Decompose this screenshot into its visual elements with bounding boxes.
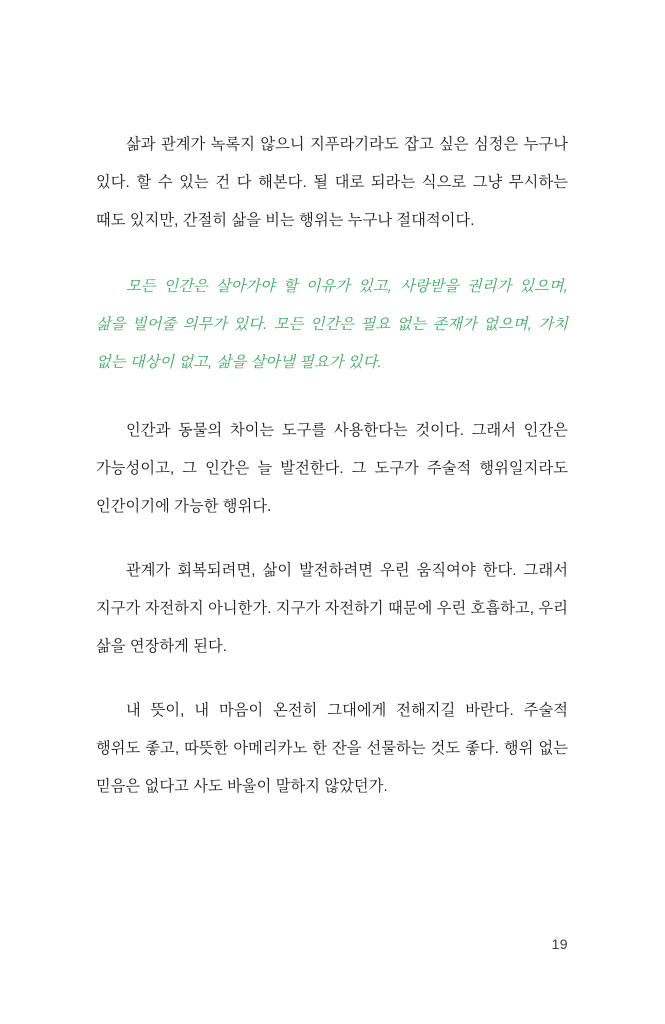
paragraph-4: 관계가 회복되려면, 삶이 발전하려면 우린 움직여야 한다. 그래서 지구가 자전하지 아니한가. 지구가 자전하기 때문에 우린 호흡하고, 우리 삶을 연장하게 된다.: [96, 562, 568, 655]
paragraph-5: 내 뜻이, 내 마음이 온전히 그대에게 전해지길 바란다. 주술적 행위도 좋고, 따뜻한 아메리카노 한 잔을 선물하는 것도 좋다. 행위 없는 믿음은 없다고 사도 바울이 말하지 않았던가.: [96, 702, 568, 795]
paragraph-1: 삶과 관계가 녹록지 않으니 지푸라기라도 잡고 싶은 심정은 누구나 있다. 할 수 있는 건 다 해본다. 될 대로 되라는 식으로 그냥 무시하는 때도 있지만, 간절히 삶을 비는 행위는 누구나 절대적이다.: [96, 136, 568, 229]
page-number: 19: [551, 936, 568, 952]
page-text-block: [96, 126, 568, 806]
paragraph-3: 인간과 동물의 차이는 도구를 사용한다는 것이다. 그래서 인간은 가능성이고, 그 인간은 늘 발전한다. 그 도구가 주술적 행위일지라도 인간이기에 가능한 행위다.: [96, 422, 568, 515]
paragraph-2-highlighted-quote: 모든 인간은 살아가야 할 이유가 있고, 사랑받을 권리가 있으며, 삶을 빌어줄 의무가 있다. 모든 인간은 필요 없는 존재가 없으며, 가치 없는 대상이 없고, 삶을 살아낼 필요가 있다.: [96, 278, 568, 371]
